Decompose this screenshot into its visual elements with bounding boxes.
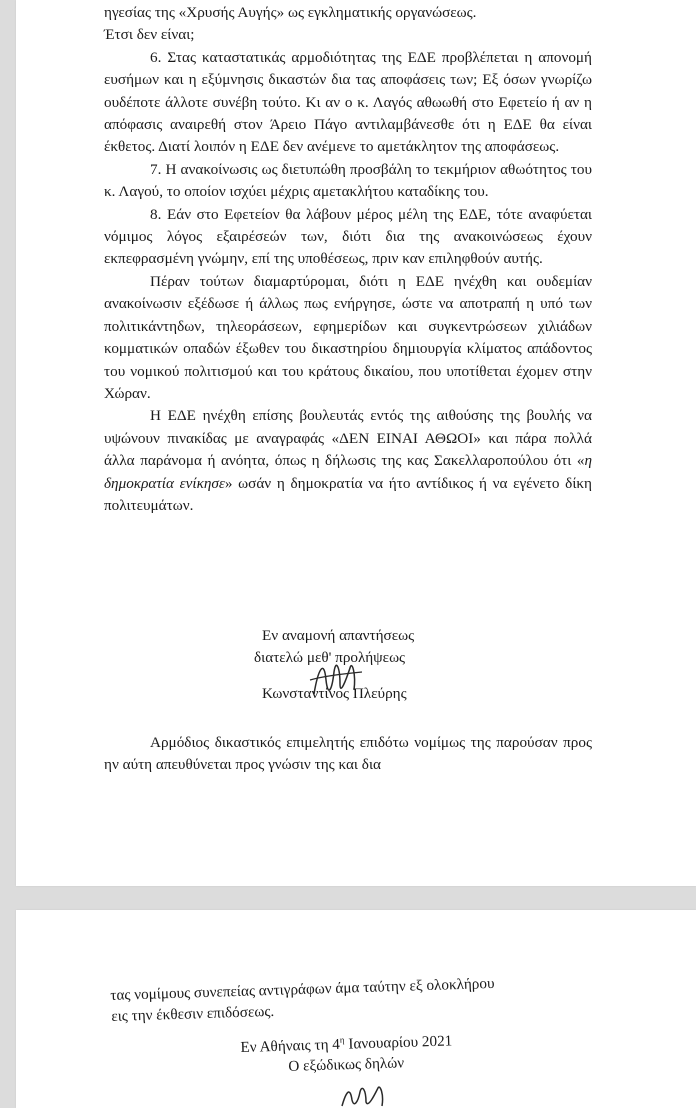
service-paragraph: Αρμόδιος δικαστικός επιμελητής επιδότω νομίμως της παρούσαν προς ην αύτη απευθύνεται προς γνώσιν της και δια xyxy=(104,734,592,774)
paragraph-item-6: 6. Στας καταστατικάς αρμοδιότητας της ΕΔΕ προβλέπεται η απονομή ευσήμων και η εξύμνησις δικαστών δια τας αποφάσεις των; Εξ όσων γνωρίζω ουδέποτε άλλοτε συνέβη τούτο. Κι αν ο κ. Λαγός αθωωθή στο Εφετείο ή αν η απόφασις αναιρεθή στον Άρειο Πάγο αντιλαμβάνεσθε ότι η ΕΔΕ θα είναι έκθετος. Διατί λοιπόν η ΕΔΕ δεν ανέμενε το αμετάκλητον της αποφάσεως. xyxy=(104,48,592,156)
paragraph-parliament-part-a: Η ΕΔΕ ηνέχθη επίσης βουλευτάς εντός της αιθούσης της βουλής να υψώνουν πινακίδας με αναγραφάς «ΔΕΝ ΕΙΝΑΙ ΑΘΩΟΙ» και πάρα πολλά άλλα παράνομα ή ανόητα, όπως η δήλωσις της κας Σακελλαροπούλου ότι « xyxy=(104,407,592,470)
signature-mark-page-2 xyxy=(336,1082,398,1108)
paragraph-parliament-part-b: » ωσάν η δημοκρατία να ήτο αντίδικος ή να εγένετο δίκη πολιτευμάτων. xyxy=(104,474,592,514)
paragraph-item-8: 8. Εάν στο Εφετείον θα λάβουν μέρος μέλη της ΕΔΕ, τότε αναφύεται νόμιμος λόγος εξαιρέσεών των, διότι δια της ανακοινώσεως έχουν εκπεφρασμένη γνώμην, επί της υποθέσεως, πριν καν επιληφθούν αυτής. xyxy=(104,205,592,268)
question-line: Έτσι δεν είναι; xyxy=(104,26,195,44)
date-prefix: Εν Αθήναις τη 4 xyxy=(240,1035,341,1057)
service-instruction xyxy=(104,732,592,777)
paragraph-parliament xyxy=(104,405,592,517)
paragraph-protest: Πέραν τούτων διαμαρτύρομαι, διότι η ΕΔΕ ηνέχθη και ουδεμίαν ανακοίνωσιν εξέδωσε ή άλλως πως ενήργησε, ώστε να αποτραπή η υπό των πολιτικάντηδων, τηλεοράσεων, εφημερίδων και συγκεντρώσεων χιλιάδων κομματικών οπαδών έξωθεν του δικαστηρίου δημιουργία κλίματος απάδοντος του νομικού πολιτισμού και του κράτους δικαίου, που υποτίθεται έχομεν στην Χώραν. xyxy=(104,272,592,402)
page-2-line-1: τας νομίμους συνεπείας αντιγράφων άμα ταύτην εξ ολοκλήρου xyxy=(110,974,495,1004)
date-suffix: Ιανουαρίου 2021 xyxy=(344,1032,453,1053)
date-ordinal: η xyxy=(339,1034,345,1045)
paragraph-item-7: 7. Η ανακοίνωσις ως διετυπώθη προσβάλη το τεκμήριον αθωότητος του κ. Λαγού, το οποίον ισχύει μέχρις αμετακλήτου καταδίκης του. xyxy=(104,160,592,201)
closing-line-1: Εν αναμονή απαντήσεως xyxy=(262,627,415,644)
page-2-line-2: εις την έκθεσιν επιδόσεως. xyxy=(111,1002,275,1025)
page-1-body xyxy=(104,2,592,517)
continued-line: ηγεσίας της «Χρυσής Αυγής» ως εγκληματικής οργανώσεως. xyxy=(104,4,477,21)
declarant-line: Ο εξώδικως δηλών xyxy=(288,1054,405,1075)
signer-name: Κωνσταντίνος Πλεύρης xyxy=(262,685,407,702)
closing-line-2: διατελώ μεθ' προλήψεως xyxy=(254,649,406,666)
quoted-statement: η δημοκρατία ενίκησε xyxy=(104,452,592,492)
